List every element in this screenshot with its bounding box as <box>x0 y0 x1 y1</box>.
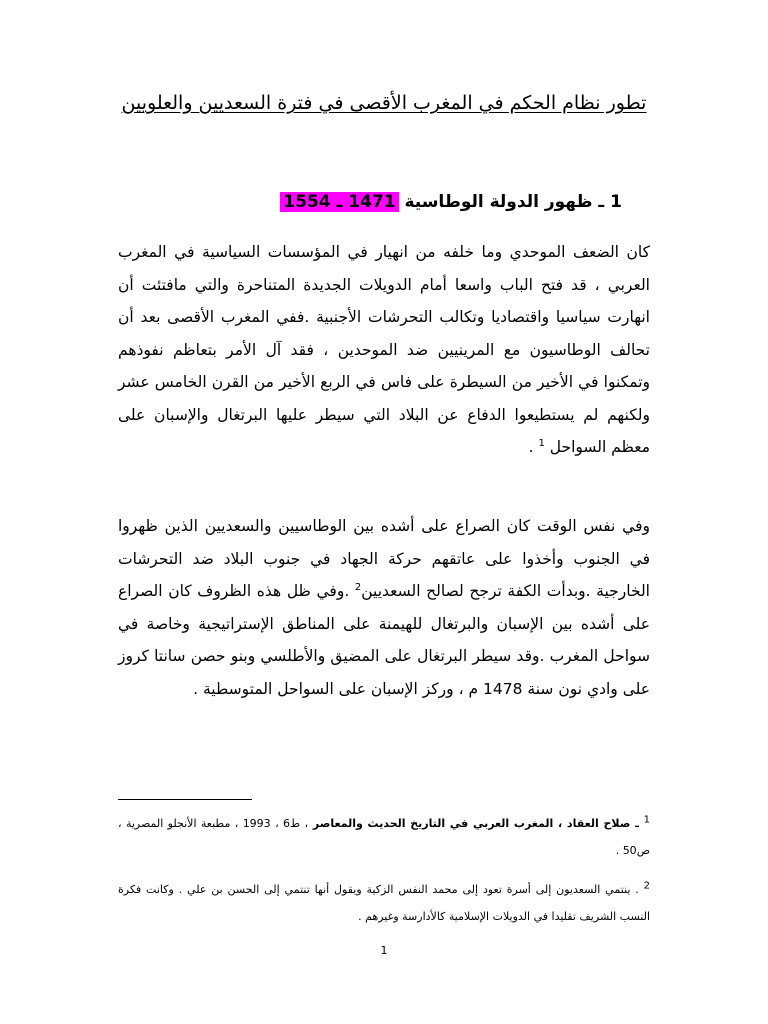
footnote-1-author: ـ صلاح العقاد ، <box>553 817 644 830</box>
paragraph-1 <box>118 236 650 464</box>
footnote-separator <box>118 799 252 800</box>
section-heading-label: 1 ـ ظهور الدولة الوطاسية <box>404 192 622 212</box>
footnote-1-number: 1 <box>643 814 650 826</box>
paragraph-2 <box>118 510 650 705</box>
section-heading-dates-highlight: 1471 ـ 1554 <box>280 192 398 212</box>
document-title: تطور نظام الحكم في المغرب الأقصى في فترة السعديين والعلويين <box>121 92 647 114</box>
footnote-ref-2[interactable]: 2 <box>354 581 362 593</box>
footnote-2-number: 2 <box>643 880 650 892</box>
footnote-1 <box>118 810 650 864</box>
footnote-1-book: المغرب العربي في التاريخ الحديث والمعاصر <box>308 817 554 830</box>
footnote-2-text: . ينتمي السعديون إلى أسرة تعود إلى محمد النفس الزكية ويقول أنها تنتمي إلى الحسن بن علي . وكانت فكرة النسب الشريف تقليدا في الدويلات الإسلامية كالأدارسة وغيرهم . <box>118 883 650 923</box>
paragraph-1-text: كان الضعف الموحدي وما خلفه من انهيار في المؤسسات السياسية في المغرب العربي ، قد فتح الباب واسعا أمام الدويلات الجديدة المتناحرة والتي مافتئت أن انهارت سياسيا واقتصاديا وتكالب التحرشات الأجنبية .ففي المغرب الأقصى بعد أن تحالف الوطاسيون مع المرينيين ضد الموحدين ، فقد آل الأمر بتعاظم نفوذهم وتمكنوا في الأخير من السيطرة على فاس في الربع الأخير من القرن الخامس عشر ولكنهم لم يستطيعوا الدفاع عن البلاد التي سيطر عليها البرتغال والإسبان على معظم السواحل <box>118 243 650 456</box>
paragraph-2-text-a: وفي نفس الوقت كان الصراع على أشده بين الوطاسيين والسعديين الذين ظهروا في الجنوب وأخذوا على عاتقهم حركة الجهاد في جنوب البلاد ضد التحرشات الخارجية .وبدأت الكفة ترجح لصالح السعديين <box>118 517 650 600</box>
page-number: 1 <box>380 944 388 957</box>
footnote-2 <box>118 876 650 930</box>
section-heading <box>280 192 622 212</box>
paragraph-1-end: . <box>528 438 539 456</box>
footnote-1-rest: ، ط6 ، 1993 ، مطبعة الأنجلو المصرية ، ص50 . <box>118 817 650 857</box>
paragraph-2-text-b: .وفي ظل هذه الظروف كان الصراع على أشده بين الإسبان والبرتغال للهيمنة على المناطق الإستراتيجية وخاصة في سواحل المغرب .وقد سيطر البرتغال على المضيق والأطلسي وبنو حصن سانتا كروز على وادي نون سنة 1478 م ، وركز الإسبان على السواحل المتوسطية . <box>118 582 650 698</box>
footnote-ref-1[interactable]: 1 <box>538 437 545 449</box>
